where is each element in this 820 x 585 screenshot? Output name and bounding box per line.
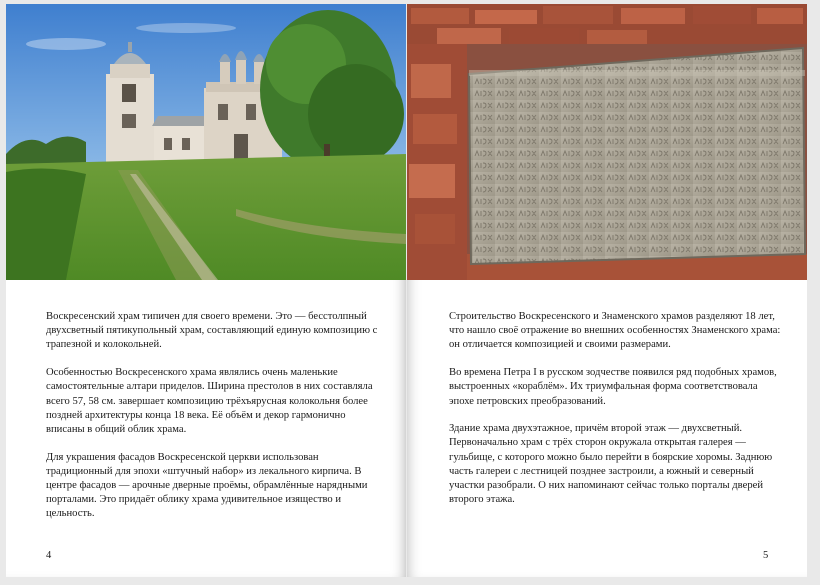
page-number: 5 — [763, 550, 769, 561]
right-page — [407, 4, 807, 577]
paragraph: Строительство Воскресенского и Знаменского храмов разделяют 18 лет, что нашло своё отражение во внешних особенностях Знаменского храма: он отличается композицией и своими размерами. — [449, 311, 781, 351]
right-page-text — [449, 310, 781, 521]
inscription-photo — [407, 4, 807, 280]
paragraph: Воскресенский храм типичен для своего времени. Это — бесстолпный двухсветный пятикупольный храм, составляющий единую композицию с трапезной и колокольней. — [46, 311, 378, 351]
page-number: 4 — [46, 550, 52, 561]
paragraph: Во времена Петра I в русском зодчестве появился ряд подобных храмов, выстроенных «кораблём». Их триумфальная форма соответствовала эпохе петровских преобразований. — [449, 367, 777, 407]
paragraph: Для украшения фасадов Воскресенской церкви использован традиционный для эпохи «штучный набор» из лекального кирпича. В центре фасадов — арочные дверные проёмы, обрамлённые нарядными порталами. Это придаёт облику храма удивительное изящество и цельность. — [46, 451, 368, 520]
paragraph: Особенностью Воскресенского храма являлись очень маленькие самостоятельные алтари приделов. Ширина престолов в них составляла всего 57, 58 см. завершает композицию трёхъярусная колокольня более поздней архитектуры конца 18 века. Её объём и декор гармонично вписаны в общий облик храма. — [46, 367, 373, 435]
left-page — [6, 4, 406, 577]
left-page-text — [46, 310, 380, 535]
church-photo — [6, 4, 406, 280]
paragraph: Здание храма двухэтажное, причём второй этаж — двухсветный. Первоначально храм с трёх сторон окружала открытая галерея — гульбище, с которого можно было перейти в боярские хоромы. Заднюю часть галереи с лестницей позднее застроили, а южный и северный участки разобрали. О них напоминают сейчас только порталы дверей второго этажа. — [449, 423, 773, 506]
